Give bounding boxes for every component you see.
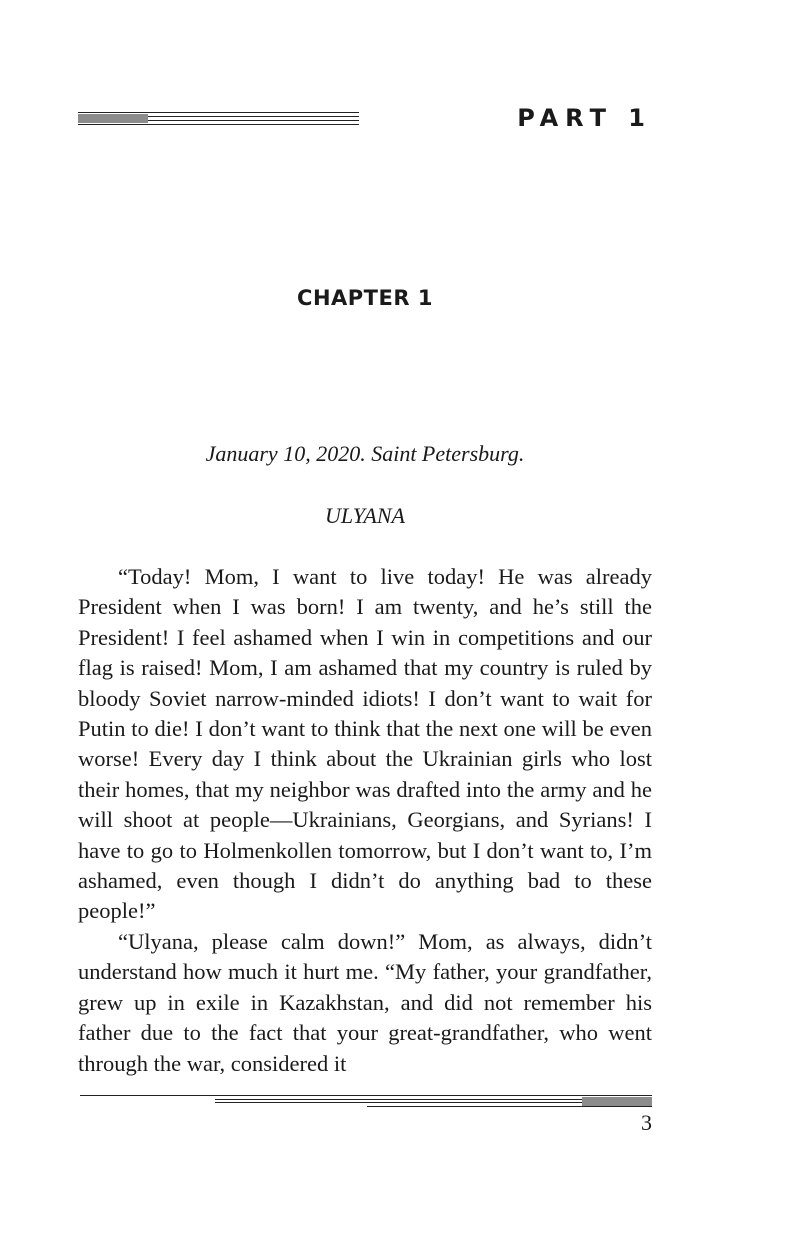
paragraph: “Ulyana, please calm down!” Mom, as always, didn’t understand how much it hurt me. “My father, your grandfather, grew up in exile in Kazakhstan, and did not remember his father due to the fact that your great-grandfather, who went through the war, considered it	[78, 928, 652, 1076]
header-rule-gray-bar	[78, 114, 148, 123]
narrator-name: ULYANA	[325, 503, 405, 528]
header-rule-line	[78, 124, 359, 125]
chapter-title: CHAPTER 1	[297, 286, 433, 310]
page-number: 3	[641, 1110, 652, 1135]
header-rule-line	[148, 120, 359, 121]
header-rule-line	[148, 116, 359, 117]
header-rule-line	[78, 112, 359, 113]
paragraph: “Today! Mom, I want to live today! He was already President when I was born! I am twenty, and he’s still the President! I feel ashamed when I win in competitions and our flag is raised! Mom, I am ashamed that my country is ruled by bloody Soviet narrow-minded idiots! I don’t want to wait for Putin to die! I don’t want to think that the next one will be even worse! Every day I think about the Ukrainian girls who lost their homes, that my neighbor was drafted into the army and he will shoot at people—Ukrainians, Georgians, and Syrians! I have to go to Holmenkollen tomorrow, but I don’t want to, I’m ashamed, even though I didn’t do anything bad to these people!”	[78, 564, 652, 924]
footer-rule-line	[80, 1095, 652, 1096]
footer-rule-line	[367, 1106, 652, 1107]
body-text	[78, 562, 652, 1079]
footer-rule-gray-bar	[582, 1097, 652, 1106]
dateline: January 10, 2020. Saint Petersburg.	[205, 441, 525, 466]
part-label: PART 1	[517, 104, 652, 132]
